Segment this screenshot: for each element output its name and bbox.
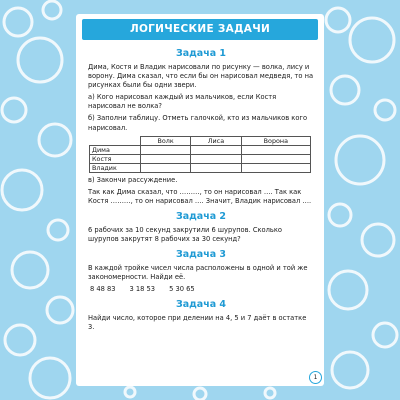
task2-text: 6 рабочих за 10 секунд закрутили 6 шурупов. Сколько шурупов закрутят 8 рабочих за 30 секунд? — [88, 225, 282, 244]
content-area — [88, 43, 314, 336]
page-number: 1 — [309, 371, 322, 384]
number-triple: 5 30 65 — [169, 285, 195, 294]
task3-text: В каждой тройке чисел числа расположены в одной и той же закономерности. Найди её. — [88, 264, 308, 282]
bubble-circle — [265, 388, 275, 398]
table-row — [90, 154, 311, 163]
bubble-circle — [4, 8, 32, 36]
bubble-circle — [331, 76, 359, 104]
bubble-circle — [18, 38, 62, 82]
table-col-header: Волк — [141, 136, 191, 145]
bubble-circle — [350, 18, 394, 62]
task1-question-a: а) Кого нарисовал каждый из мальчиков, если Костя нарисовал не волка? — [88, 93, 277, 111]
task1-question-b: б) Заполни таблицу. Отметь галочкой, кто из мальчиков кого нарисовал. — [88, 114, 308, 132]
table-col-header: Ворона — [241, 136, 310, 145]
table-row-header: Владик — [90, 163, 141, 172]
bubble-circle — [362, 224, 394, 256]
bubble-circle — [2, 98, 26, 122]
table-cell[interactable] — [191, 145, 242, 154]
bubble-circle — [48, 220, 68, 240]
bubble-circle — [125, 387, 135, 397]
bubble-circle — [5, 325, 35, 355]
task4-title: Задача 4 — [175, 299, 227, 311]
task1-intro: Дима, Костя и Владик нарисовали по рисунку — волка, лису и ворону. Дима сказал, что если бы он нарисовал медведя, то на рисунках были бы одни звери. — [88, 63, 314, 90]
task2-title: Задача 2 — [175, 210, 227, 222]
bubble-circle — [326, 8, 350, 32]
number-triple: 8 48 83 — [90, 285, 116, 294]
table-cell[interactable] — [241, 154, 310, 163]
table-row-header: Дима — [90, 145, 141, 154]
page-title: ЛОГИЧЕСКИЕ ЗАДАЧИ — [82, 19, 318, 40]
task1-reasoning: Так как Дима сказал, что ………, то он нарисовал …. Так как Костя ………, то он нарисовал …. Значит, Владик нарисовал …. — [88, 187, 312, 205]
bubble-circle — [329, 271, 367, 309]
table-cell[interactable] — [141, 163, 191, 172]
task4-text: Найди число, которое при делении на 4, 5 и 7 даёт в остатке 3. — [88, 314, 307, 332]
task3-title: Задача 3 — [175, 249, 227, 261]
table-cell[interactable] — [191, 163, 242, 172]
table-cell[interactable] — [241, 145, 310, 154]
worksheet-page — [76, 14, 324, 386]
bubble-circle — [2, 170, 42, 210]
bubble-circle — [336, 136, 384, 184]
answer-table — [89, 136, 311, 173]
number-triples — [88, 285, 314, 294]
table-row — [90, 163, 311, 172]
table-cell[interactable] — [141, 145, 191, 154]
table-row — [90, 145, 311, 154]
table-cell[interactable] — [241, 163, 310, 172]
bubble-circle — [12, 252, 48, 288]
bubble-circle — [43, 1, 61, 19]
table-header-row — [90, 136, 311, 145]
bubble-circle — [373, 323, 397, 347]
bubble-circle — [194, 388, 206, 400]
table-row-header: Костя — [90, 154, 141, 163]
table-cell[interactable] — [141, 154, 191, 163]
task1-title: Задача 1 — [175, 48, 227, 59]
bubble-circle — [329, 204, 351, 226]
table-col-header: Лиса — [191, 136, 242, 145]
bubble-circle — [375, 100, 395, 120]
task1-question-c: в) Закончи рассуждение. — [88, 175, 178, 184]
table-cell[interactable] — [191, 154, 242, 163]
number-triple: 3 18 53 — [129, 285, 156, 294]
table-corner-cell — [90, 136, 141, 145]
bubble-circle — [47, 297, 73, 323]
bubble-circle — [332, 352, 368, 388]
bubble-circle — [30, 358, 70, 398]
bubble-circle — [39, 124, 71, 156]
